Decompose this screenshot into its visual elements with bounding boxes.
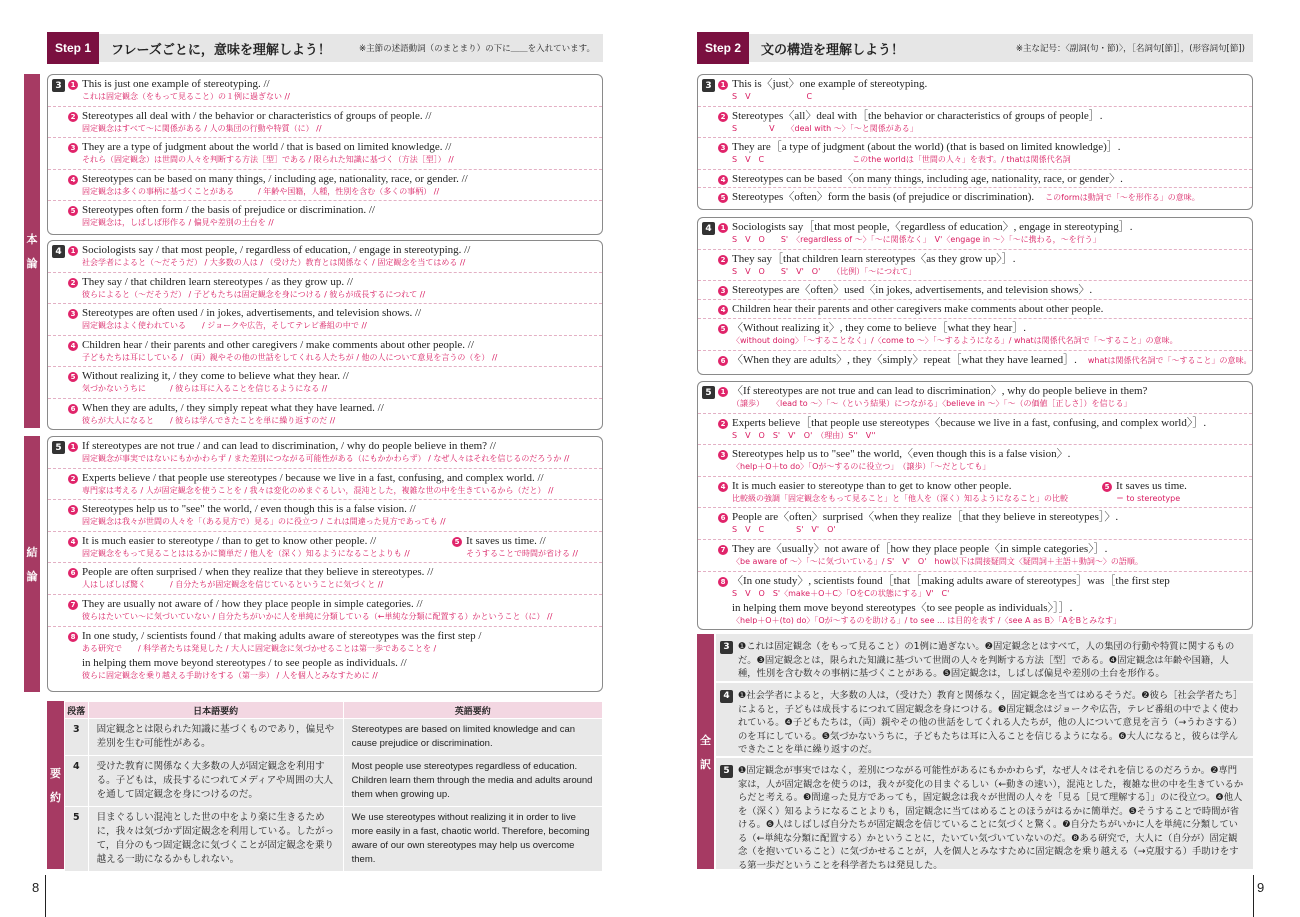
grammar-note: 〈without doing〉「〜することなく」/〈come to 〜〉「〜するようになる」/ whatは関係代名詞で「〜すること」の意味。 [732, 336, 1178, 346]
sentence-row: 5 Stereotypes often form / the basis of prejudice or discrimination. // 固定観念は，しばしば形作る / 偏見や差別の土台を // [48, 201, 602, 233]
english-line: In one study, / scientists found / that making adults aware of stereotypes was the first step / [82, 629, 482, 642]
english-line: It is much easier to stereotype than to get to know other people. [732, 479, 1012, 492]
page-edge-line [1253, 875, 1254, 917]
grammar-note: 〈help＋O＋(to) do〉「Oが〜するのを助ける」/ to see ... は目的を表す /〈see A as B〉「AをBとみなす」 [732, 615, 1122, 624]
english-line: 〈In one study〉, scientists found［that［making adults aware of stereotypes］was［the first step [732, 574, 1170, 587]
english-line: Stereotypes are often used / in jokes, advertisements, and television shows. // [82, 307, 422, 320]
sentence-row: 1 This is just one example of stereotyping. // これは固定観念（をもって見ること）の１例に過ぎない // [48, 75, 602, 107]
page-number: 9 [1257, 880, 1265, 895]
japanese-gloss: 人はしばしば驚く / 自分たちが固定観念を信じているということに気づくと // [82, 580, 384, 590]
grammar-note: S V C S' V' O' [732, 525, 836, 535]
structure-row: 7 They are〈usually〉not aware of［how they place people〈in simple categories〉］. 〈be aware of 〜〉「〜に気づいている」/ S' V' O' how以下は間接疑問文〈疑問詞＋主語＋動詞〜〉の語順。 [698, 540, 1252, 572]
english-line: Stereotypes〈all〉deal with［the behavior or characteristics of groups of people］. [732, 109, 1103, 122]
japanese-gloss: 固定観念はすべて〜に関係がある / 人の集団の行動や特質（に） // [82, 123, 322, 133]
japanese-gloss: 固定観念はよく使われている / ジョークや広告，そしてテレビ番組の中で // [82, 321, 367, 331]
english-line: in helping them move beyond stereotypes〈to see people as individuals〉］］. [732, 601, 1073, 614]
english-line: They say［that children learn stereotypes〈as they grow up〉］. [732, 252, 1016, 265]
structure-row: 3 Stereotypes help us to "see" the world,〈even though this is a false vision〉. 〈help＋O＋to do〉「Oが〜するのに役立つ」 （譲歩）「〜だとしても」 [698, 445, 1252, 477]
sentence-row: 3 Stereotypes help us to "see" the world, / even though this is a false vision. // 固定観念は我々が世間の人々を「（ある見方で）見る」のに役立つ / これは間違った見方であっても // [48, 500, 602, 532]
grammar-note: 〈be aware of 〜〉「〜に気づいている」/ S' V' O' how以下は間接疑問文〈疑問詞＋主語＋動詞〜〉の語順。 [732, 556, 1143, 566]
english-line: Stereotypes are〈often〉used〈in jokes, advertisements, and television shows〉. [732, 284, 1093, 297]
japanese-gloss: そうすることで時間が省ける // [466, 548, 578, 558]
japanese-gloss: それら（固定観念）は世間の人々を判断する方法［型］である / 限られた知識に基づく（方法［型］） // [82, 155, 454, 165]
english-line: Children hear their parents and other caregivers make comments about other people. [732, 303, 1104, 316]
english-line: They are a type of judgment about the world / that is based on limited knowledge. // [82, 141, 452, 154]
english-line: They are［a type of judgment (about the world) (that is based on limited knowledge)］. [732, 141, 1121, 154]
english-line: This is just one example of stereotyping. // [82, 78, 270, 90]
sentence-row: 1 Sociologists say / that most people, / regardless of education, / engage in stereotyping. // 社会学者によると（〜だそうだ） / 大多数の人は / （受けた）教育とは関係なく / 固定観念を当てはめる // [48, 241, 602, 273]
step2-note: ※主な記号：〈副詞(句・節)〉，［名詞句[節]］，(形容詞句[節]) [1015, 44, 1245, 54]
sentence-row: 3 They are a type of judgment about the world / that is based on limited knowledge. // それら（固定観念）は世間の人々を判断する方法［型］である / 限られた知識に基づく（方法［型］） // [48, 138, 602, 170]
english-line: Experts believe［that people use stereotypes〈because we live in a fast, confusing, and complex world〉］. [732, 416, 1207, 429]
japanese-gloss: 固定観念は多くの事柄に基づくことがある / 年齢や国籍，人種，性別を含む（多くの事柄） // [82, 186, 440, 196]
structure-row: 3 They are［a type of judgment (about the world) (that is based on limited knowledge)］. S V C このthe worldは「世間の人々」を表す。/ thatは関係代名詞 [698, 138, 1252, 170]
english-line: It is much easier to stereotype / than to get to know other people. // [82, 534, 377, 547]
sentence-row: 4 It is much easier to stereotype / than to get to know other people. // 固定観念をもって見ることははるかに簡単だ / 他人を（深く）知るようになることよりも // 5 It saves us time. // そうすることで時間が省ける // [48, 532, 602, 564]
translation-text: ❶これは固定観念（をもって見ること）の1例に過ぎない。❷固定観念とはすべて，人の集団の行動や特質に関するものだ。❸固定観念とは，限られた知識に基づいて世間の人々を判断する方法［型］である。❹固定観念は年齢や国籍，人種，性別を含む数々の事柄に基づくことがある。❺固定観念は，しばしば偏見や差別の土台を形作る。 [738, 641, 1235, 679]
structure-row: 6 People are〈often〉surprised〈when they realize［that they believe in stereotypes］〉. S V C S' V' O' [698, 508, 1252, 540]
sidebar-main: 本 論 [24, 74, 40, 428]
japanese-gloss: 彼らが大人になると / 彼らは学んできたことを単に繰り返すのだ // [82, 415, 336, 425]
structure-group-4 [697, 217, 1253, 375]
sentence-row: 6 People are often surprised / when they realize that they believe in stereotypes. // 人はしばしば驚く / 自分たちが固定観念を信じているということに気づくと // [48, 563, 602, 595]
english-line: It saves us time. // [466, 534, 546, 547]
structure-group-5 [697, 381, 1253, 630]
sentence-row: 2 Stereotypes all deal with / the behavior or characteristics of groups of people. // 固定観念はすべて〜に関係がある / 人の集団の行動や特質（に） // [48, 107, 602, 139]
japanese-gloss: 彼らによると（〜だそうだ） / 子どもたちは固定観念を身につける / 彼らが成長するにつれて // [82, 289, 426, 299]
english-line: They are usually not aware of / how they place people in simple categories. // [82, 597, 423, 610]
english-line: They say / that children learn stereotypes / as they grow up. // [82, 275, 353, 288]
sentence-row: 7 They are usually not aware of / how they place people in simple categories. // 彼らはたいてい〜に気づいていない / 自分たちがいかに人を単純に分類している（←単純な分類に配置する）かということ（に） // [48, 595, 602, 627]
paragraph-number: 3 [720, 641, 733, 654]
structure-row: 4 Children hear their parents and other caregivers make comments about other people. [698, 300, 1252, 319]
paragraph-number: 5 [720, 765, 733, 778]
summary-header-english: 英語要約 [343, 702, 602, 719]
japanese-gloss: 子どもたちは耳にしている / （両）親やその他の世話をしてくれる人たちが / 他の人について意見を言うの（を） // [82, 352, 498, 362]
grammar-note: S V O S' V' O' （理由）S'' V'' [732, 430, 876, 440]
structure-row: 4 It is much easier to stereotype than to get to know other people. 比較級の強調「固定観念をもって見ること」と「他人を（深く）知るようになること」の比較 5 It saves us time. ＝ to stereotype [698, 477, 1252, 509]
japanese-gloss: 固定観念は，しばしば形作る / 偏見や差別の土台を // [82, 218, 274, 228]
structure-row: 2 Experts believe［that people use stereotypes〈because we live in a fast, confusing, and complex world〉］. S V O S' V' O' （理由）S'' V'' [698, 414, 1252, 446]
english-line: This is〈just〉one example of stereotyping. [732, 78, 928, 90]
english-line: Stereotypes〈often〉form the basis (of prejudice or discrimination). このformは動詞で「〜を形作る」の意味。 [732, 190, 1200, 203]
paragraph-number: 3 [52, 79, 65, 92]
grammar-note: S V C [732, 92, 813, 101]
right-page [650, 0, 1300, 917]
structure-row: 4 Stereotypes can be based〈on many things, including age, nationality, race, or gender〉. [698, 170, 1252, 188]
structure-row: 1 〈If stereotypes are not true and can lead to discrimination〉, why do people believe in them? （譲歩） 〈lead to 〜〉「〜（という結果）につながる」〈believe in 〜〉「〜（の価値［正しさ］）を信じる」 [698, 382, 1252, 414]
page-number: 8 [32, 880, 40, 895]
structure-row: 5 〈Without realizing it〉, they come to believe［what they hear］. 〈without doing〉「〜することなく」/〈come to 〜〉「〜するようになる」/ whatは関係代名詞で「〜すること」の意味。 [698, 319, 1252, 351]
english-line: Stereotypes all deal with / the behavior or characteristics of groups of people. // [82, 109, 432, 122]
english-line: 〈When they are adults〉, they〈simply〉repeat［what they have learned］. whatは関係代名詞で「〜すること」の意味。 [732, 353, 1252, 366]
structure-row: 5 Stereotypes〈often〉form the basis (of prejudice or discrimination). このformは動詞で「〜を形作る」の意味。 [698, 188, 1252, 208]
english-line: Stereotypes help us to "see" the world, / even though this is a false vision. // [82, 503, 416, 516]
japanese-gloss: 彼らはたいてい〜に気づいていない / 自分たちがいかに人を単純に分類している（←単純な分類に配置する）かということ（に） // [82, 611, 553, 621]
paragraph-number: 4 [52, 245, 65, 258]
japanese-gloss: 気づかないうちに / 彼らは耳に入ることを信じるようになる // [82, 384, 328, 394]
summary-table [64, 701, 603, 872]
english-line: Children hear / their parents and other caregivers / make comments about other people. // [82, 338, 474, 351]
sentence-row: 3 Stereotypes are often used / in jokes, advertisements, and television shows. // 固定観念はよく使われている / ジョークや広告，そしてテレビ番組の中で // [48, 304, 602, 336]
english-line: They are〈usually〉not aware of［how they place people〈in simple categories〉］. [732, 542, 1108, 555]
paragraph-number: 3 [702, 79, 715, 92]
paragraph-group-3 [47, 74, 603, 235]
summary-row: 3 固定観念とは限られた知識に基づくものであり，偏見や差別を生む可能性がある。 Stereotypes are based on limited knowledge and can cause prejudice or discrimination. [65, 719, 603, 756]
sentence-row: 2 Experts believe / that people use stereotypes / because we live in a fast, confusing, and complex world. // 専門家は考える / 人が固定観念を使うことを / 我々は変化のめまぐるしい，混沌とした，複雑な世の中を生きているから（だと） // [48, 469, 602, 501]
japanese-gloss: ある研究で / 科学者たちは発見した / 大人に固定観念に気づかせることは第一歩であることを / [82, 643, 437, 653]
english-line: It saves us time. [1116, 479, 1187, 492]
step2-title: 文の構造を理解しよう！ [761, 42, 905, 58]
grammar-note: 比較級の強調「固定観念をもって見ること」と「他人を（深く）知るようになること」の比較 [732, 493, 1068, 503]
sidebar-summary: 要 約 [47, 701, 64, 869]
english-line: 〈If stereotypes are not true and can lead to discrimination〉, why do people believe in them? [732, 385, 1148, 397]
paragraph-number: 4 [720, 690, 733, 703]
structure-group-3 [697, 74, 1253, 210]
structure-row: 1 Sociologists say［that most people,〈regardless of education〉, engage in stereotyping］. S V O S' 〈regardless of 〜〉「〜に関係なく」 V'〈engage in 〜〉「〜に携わる，〜を行う」 [698, 218, 1252, 250]
structure-row: 2 Stereotypes〈all〉deal with［the behavior or characteristics of groups of people］. S V 〈deal with 〜〉「〜と関係がある」 [698, 107, 1252, 139]
sentence-row: 8 In one study, / scientists found / that making adults aware of stereotypes was the first step / ある研究で / 科学者たちは発見した / 大人に固定観念に気づかせることは第一歩であることを / in helping them move beyond stereotypes / to see people as individuals. // 彼らに固定観念を乗り越える手助けをする（第一歩） / 人を個人とみなすために // [48, 627, 602, 679]
grammar-note: （譲歩） 〈lead to 〜〉「〜（という結果）につながる」〈believe in 〜〉「〜（の価値［正しさ］）を信じる」 [732, 399, 1132, 408]
english-line: 〈Without realizing it〉, they come to believe［what they hear］. [732, 322, 1027, 335]
english-line: People are〈often〉surprised〈when they realize［that they believe in stereotypes］〉. [732, 511, 1119, 524]
translation-text: ❶社会学者によると，大多数の人は，（受けた）教育と関係なく，固定観念を当てはめるそうだ。❷彼ら［社会学者たち］によると，子どもは成長するにつれて固定観念を身につける。❸固定観念はジョークや広告，テレビ番組の中でよく使われている。❹子どもたちは，（両）親やその他の世話をしてくれる人たちが，他の人について意見を言う（→うわさする）のを耳にしている。❺気づかないうちに，子どもたちは耳に入ることを信じるようになる。❻大人になると，彼らは学んできたことを単に繰り返すのだ。 [738, 690, 1243, 755]
japanese-gloss: 固定観念をもって見ることははるかに簡単だ / 他人を（深く）知るようになることよりも // [82, 548, 410, 558]
step1-header [47, 34, 603, 62]
grammar-note: ＝ to stereotype [1116, 493, 1181, 503]
english-line: Stereotypes can be based〈on many things, including age, nationality, race, or gender〉. [732, 172, 1123, 185]
japanese-gloss: 社会学者によると（〜だそうだ） / 大多数の人は / （受けた）教育とは関係なく / 固定観念を当てはめる // [82, 258, 466, 267]
step1-note: ※主節の述語動詞（のまとまり）の下に＿＿を入れています。 [359, 44, 595, 54]
paragraph-number: 5 [702, 386, 715, 399]
japanese-gloss: これは固定観念（をもって見ること）の１例に過ぎない // [82, 92, 290, 101]
sentence-row: 2 They say / that children learn stereotypes / as they grow up. // 彼らによると（〜だそうだ） / 子どもたちは固定観念を身につける / 彼らが成長するにつれて // [48, 273, 602, 305]
translation-block-4 [716, 683, 1253, 756]
paragraph-group-5 [47, 436, 603, 692]
grammar-note: S V 〈deal with 〜〉「〜と関係がある」 [732, 123, 918, 133]
page-edge-line [45, 875, 46, 917]
summary-row: 5 目まぐるしい混沌とした世の中をより楽に生きるために，我々は気づかず固定観念を利用している。したがって，自分のもつ固定観念に気づくことが固定観念を乗り越える一助になるかもしれない。 We use stereotypes without realizing it in order to live more easily in a fast, chaotic world. Therefore, becoming aware of our own stereotypes may help us overcome them. [65, 807, 603, 872]
grammar-note: このformは動詞で「〜を形作る」の意味。 [1045, 192, 1200, 202]
paragraph-number: 5 [52, 441, 65, 454]
grammar-note: 〈help＋O＋to do〉「Oが〜するのに役立つ」 （譲歩）「〜だとしても」 [732, 462, 991, 472]
japanese-gloss: 彼らに固定観念を乗り越える手助けをする（第一歩） / 人を個人とみなすために // [82, 670, 378, 679]
paragraph-group-4 [47, 240, 603, 430]
sentence-row: 4 Stereotypes can be based on many things, / including age, nationality, race, or gender. // 固定観念は多くの事柄に基づくことがある / 年齢や国籍，人種，性別を含む（多くの事柄） // [48, 170, 602, 202]
structure-row: 3 Stereotypes are〈often〉used〈in jokes, advertisements, and television shows〉. [698, 281, 1252, 300]
english-line: Sociologists say / that most people, / regardless of education, / engage in stereotyping. // [82, 244, 471, 256]
summary-row: 4 受けた教育に関係なく大多数の人が固定観念を利用する。子どもは，成長するにつれてメディアや周囲の大人を通して固定観念を身につけるのだ。 Most people use stereotypes regardless of education. Children learn them through the media and adults around them when growing up. [65, 756, 603, 807]
sentence-row: 1 If stereotypes are not true / and can lead to discrimination, / why do people believe in them? // 固定観念が事実ではないにもかかわらず / また差別につながる可能性がある（にもかかわらず） / なぜ人々はそれを信じるのだろうか // [48, 437, 602, 469]
step2-header [697, 34, 1253, 62]
sidebar-conclusion: 結 論 [24, 436, 40, 692]
english-line: Stereotypes often form / the basis of prejudice or discrimination. // [82, 204, 375, 217]
translation-block-3 [716, 634, 1253, 681]
summary-header-japanese: 日本語要約 [88, 702, 343, 719]
step2-tag: Step 2 [697, 32, 749, 64]
english-line: Stereotypes help us to "see" the world,〈even though this is a false vision〉. [732, 448, 1071, 461]
summary-header-paragraph: 段落 [65, 702, 89, 719]
grammar-note: S V C このthe worldは「世間の人々」を表す。/ thatは関係代名詞 [732, 155, 1071, 165]
structure-row: 2 They say［that children learn stereotypes〈as they grow up〉］. S V O S' V' O' （比例）「〜につれて」 [698, 250, 1252, 282]
grammar-note: whatは関係代名詞で「〜すること」の意味。 [1087, 355, 1252, 365]
english-line: Experts believe / that people use stereotypes / because we live in a fast, confusing, and complex world. // [82, 471, 544, 484]
japanese-gloss: 固定観念は我々が世間の人々を「（ある見方で）見る」のに役立つ / これは間違った見方であっても // [82, 517, 446, 527]
paragraph-number: 4 [702, 222, 715, 235]
english-line: Sociologists say［that most people,〈regardless of education〉, engage in stereotyping］. [732, 221, 1133, 233]
english-line: When they are adults, / they simply repeat what they have learned. // [82, 401, 384, 414]
sentence-row: 6 When they are adults, / they simply repeat what they have learned. // 彼らが大人になると / 彼らは学んできたことを単に繰り返すのだ // [48, 399, 602, 430]
english-line: Without realizing it, / they come to believe what they hear. // [82, 370, 349, 383]
english-line: Stereotypes can be based on many things, / including age, nationality, race, or gender. // [82, 172, 468, 185]
structure-row: 8 〈In one study〉, scientists found［that［making adults aware of stereotypes］was［the first step S V O S'〈make＋O＋C〉「OをCの状態にする」V' C' in helping them move beyond stereotypes〈to see people as individuals〉］］. 〈help＋O＋(to) do〉「Oが〜するのを助ける」/ to see ... は目的を表す /〈see A as B〉「AをBとみなす」 [698, 572, 1252, 624]
japanese-gloss: 専門家は考える / 人が固定観念を使うことを / 我々は変化のめまぐるしい，混沌とした，複雑な世の中を生きているから（だと） // [82, 485, 554, 495]
english-line: If stereotypes are not true / and can lead to discrimination, / why do people believe in them? // [82, 440, 496, 452]
structure-row: 1 This is〈just〉one example of stereotyping. S V C [698, 75, 1252, 107]
translation-text: ❶固定観念が事実ではなく，差別につながる可能性があるにもかかわらず，なぜ人々はそれを信じるのだろうか。❷専門家は，人が固定観念を使うのは，我々が変化の目まぐるしい（←動きの速い），混沌とした，複雑な世の中を生きているからだと考える。❸間違った見方であっても，固定観念は我々が世間の人々を「見る［見て理解する］」のに役立つ。❹他人を（深く）知るようになることよりも，固定観念に当てはめることのほうがはるかに簡単だ。❺そうすることで時間が省ける。❻人はしばしば自分たちが固定観念を信じていることに気づくと驚く。❼自分たちがいかに人を単純に分類している（←単純な分類に配置する）かということに，たいてい気づいていないのだ。❽ある研究で，大人に（自分が）固定観念（を抱いていること）に気づかせることが，人を個人とみなすために固定観念を乗り越える（→克服する）手助けをする第一歩だということを科学者たちは発見した。 [738, 765, 1244, 871]
english-line: People are often surprised / when they realize that they believe in stereotypes. // [82, 566, 434, 579]
step1-tag: Step 1 [47, 32, 99, 64]
grammar-note: S V O S'〈make＋O＋C〉「OをCの状態にする」V' C' [732, 588, 950, 598]
sidebar-translation: 全 訳 [697, 634, 714, 869]
translation-block-5 [716, 758, 1253, 869]
grammar-note: S V O S' 〈regardless of 〜〉「〜に関係なく」 V'〈engage in 〜〉「〜に携わる，〜を行う」 [732, 235, 1101, 244]
structure-row: 6 〈When they are adults〉, they〈simply〉repeat［what they have learned］. whatは関係代名詞で「〜すること」の意味。 [698, 351, 1252, 371]
sentence-row: 5 Without realizing it, / they come to believe what they hear. // 気づかないうちに / 彼らは耳に入ることを信じるようになる // [48, 367, 602, 399]
english-line: in helping them move beyond stereotypes / to see people as individuals. // [82, 656, 407, 669]
step1-title: フレーズごとに，意味を理解しよう！ [111, 42, 331, 58]
grammar-note: S V O S' V' O' （比例）「〜につれて」 [732, 266, 917, 276]
japanese-gloss: 固定観念が事実ではないにもかかわらず / また差別につながる可能性がある（にもかかわらず） / なぜ人々はそれを信じるのだろうか // [82, 454, 570, 463]
sentence-row: 4 Children hear / their parents and other caregivers / make comments about other people. // 子どもたちは耳にしている / （両）親やその他の世話をしてくれる人たちが / 他の人について意見を言うの（を） // [48, 336, 602, 368]
